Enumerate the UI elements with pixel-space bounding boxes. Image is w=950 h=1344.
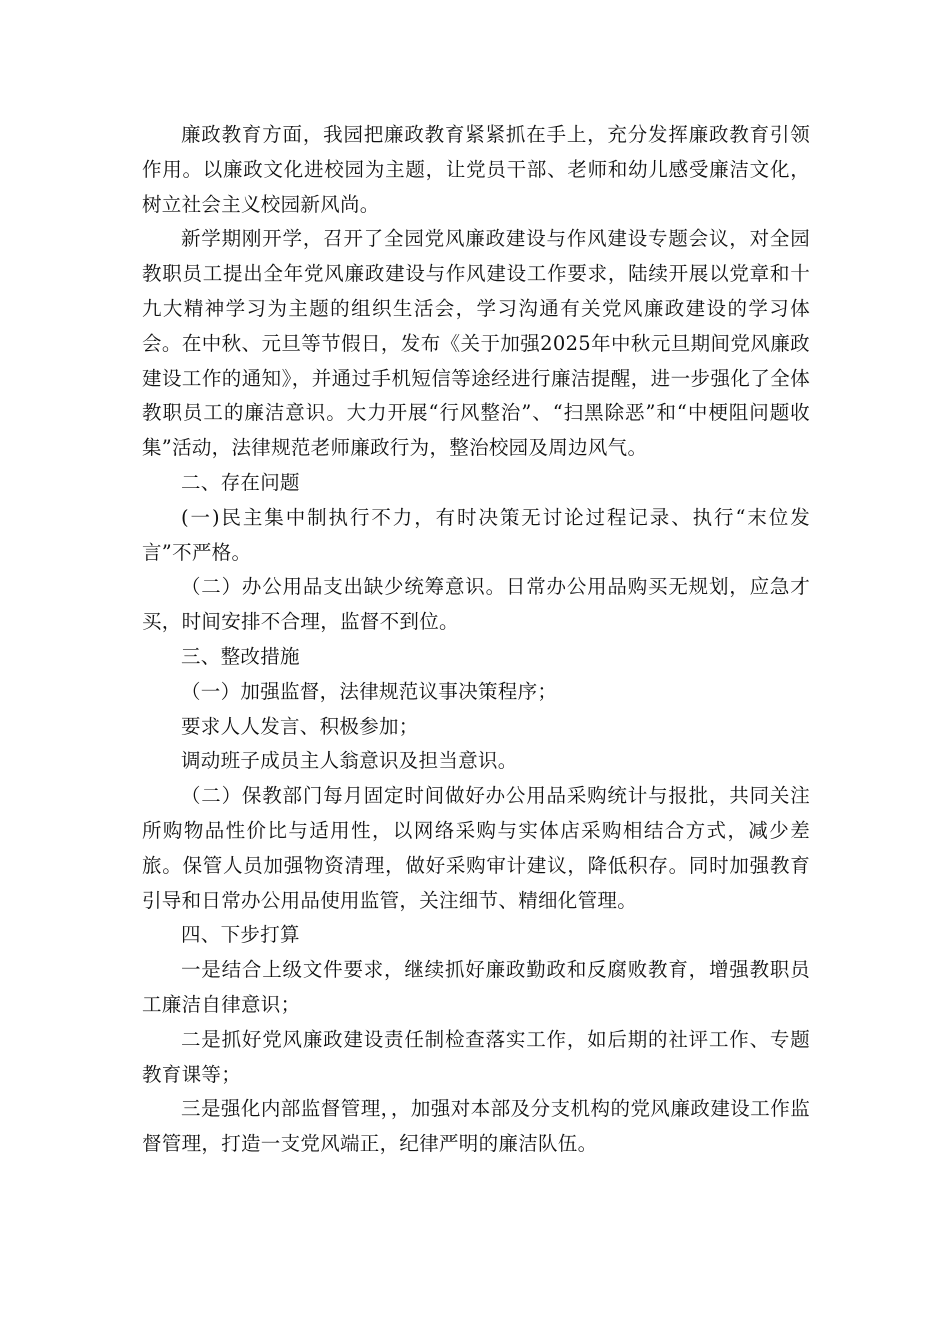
paragraph-next-step-2: 二是抓好党风廉政建设责任制检查落实工作，如后期的社评工作、专题教育课等； — [142, 1027, 810, 1086]
heading-rectification-measures: 三、整改措施 — [181, 644, 300, 668]
paragraph-next-step-3: 三是强化内部监督管理，，加强对本部及分支机构的党风廉政建设工作监督管理，打造一支党风端正，纪律严明的廉洁队伍。 — [142, 1097, 810, 1156]
paragraph-next-step-1: 一是结合上级文件要求，继续抓好廉政勤政和反腐败教育，增强教职员工廉洁自律意识； — [142, 958, 810, 1016]
heading-existing-problems: 二、存在问题 — [181, 470, 300, 494]
paragraph-measure-1b: 调动班子成员主人翁意识及担当意识。 — [181, 749, 518, 773]
paragraph-integrity-education: 廉政教育方面，我园把廉政教育紧紧抓在手上，充分发挥廉政教育引领作用。以廉政文化进校园为主题，让党员干部、老师和幼儿感受廉洁文化，树立社会主义校园新风尚。 — [142, 123, 810, 216]
document-body — [142, 118, 810, 1162]
paragraph-new-semester: 新学期刚开学，召开了全园党风廉政建设与作风建设专题会议，对全园教职员工提出全年党风廉政建设与作风建设工作要求，陆续开展以党章和十九大精神学习为主题的组织生活会，学习沟通有关党风廉政建设的学习体会。在中秋、元旦等节假日，发布《关于加强2025年中秋元旦期间党风廉政建设工作的通知》，并通过手机短信等途经进行廉洁提醒，进一步强化了全体教职员工的廉洁意识。大力开展“行风整治”、“扫黑除恶”和“中梗阻问题收集”活动，法律规范老师廉政行为，整治校园及周边风气。 — [142, 227, 810, 460]
paragraph-problem-1: (一)民主集中制执行不力，有时决策无讨论过程记录、执行“末位发言”不严格。 — [142, 505, 810, 564]
paragraph-problem-2: （二）办公用品支出缺少统筹意识。日常办公用品购买无规划，应急才买，时间安排不合理，监督不到位。 — [142, 575, 810, 634]
paragraph-measure-2: （二）保教部门每月固定时间做好办公用品采购统计与报批，共同关注所购物品性价比与适用性，以网络采购与实体店采购相结合方式，减少差旅。保管人员加强物资清理，做好采购审计建议，降低积存。同时加强教育引导和日常办公用品使用监管，关注细节、精细化管理。 — [142, 784, 810, 912]
paragraph-measure-1a: 要求人人发言、积极参加； — [181, 714, 419, 738]
heading-next-steps: 四、下步打算 — [181, 923, 300, 947]
paragraph-measure-1: （一）加强监督，法律规范议事决策程序； — [181, 679, 558, 703]
